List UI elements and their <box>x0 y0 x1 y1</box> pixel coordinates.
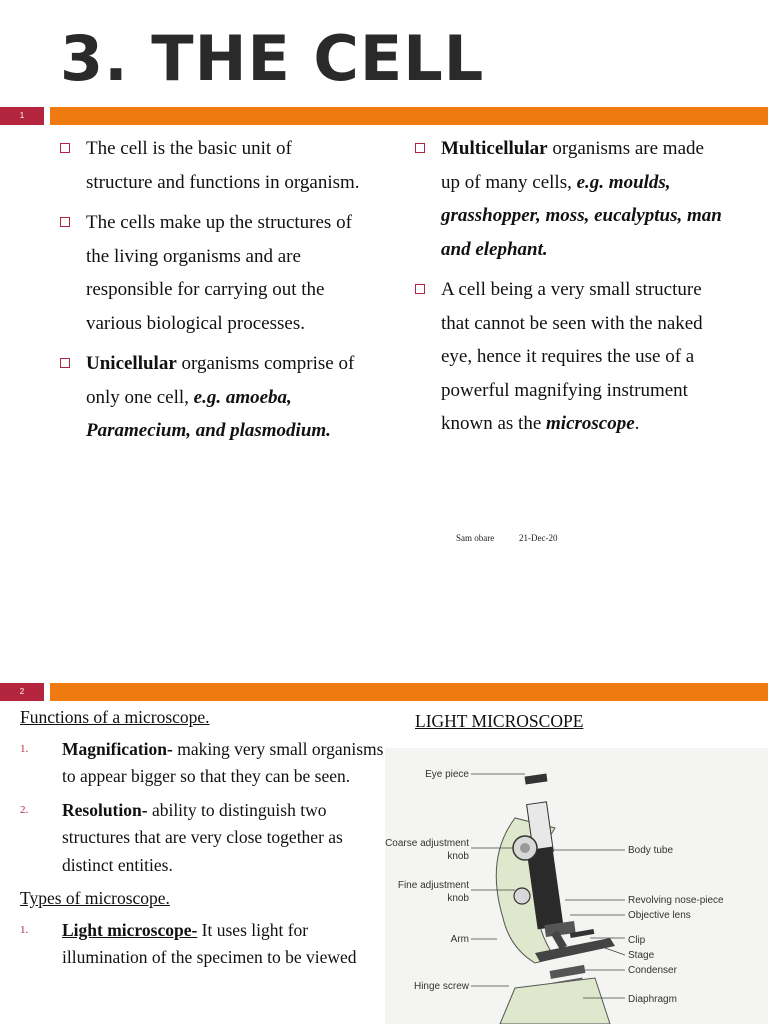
bullet-text: organisms comprise of only one cell, <box>86 353 355 408</box>
footer-author: Sam obare <box>456 533 495 543</box>
bullet-item <box>60 347 360 448</box>
microscope-icon <box>385 748 768 1024</box>
square-bullet-icon <box>60 358 70 368</box>
numbered-item <box>20 917 390 972</box>
orange-stripe <box>50 683 768 701</box>
label-coarse: Coarse adjustment <box>385 838 469 849</box>
label-eye-piece: Eye piece <box>425 769 469 780</box>
label-coarse-knob: knob <box>447 851 469 862</box>
square-bullet-icon <box>60 143 70 153</box>
functions-heading: Functions of a microscope. <box>20 707 210 727</box>
numbered-item <box>20 736 390 791</box>
label-clip: Clip <box>628 935 646 946</box>
left-column <box>60 132 360 455</box>
label-diaphragm: Diaphragm <box>628 994 677 1005</box>
types-heading: Types of microscope. <box>20 888 170 908</box>
bullet-text: A cell being a very small structure that cannot be seen with the naked eye, hence it requires the use of a powerful magnifying instrument known as the <box>441 279 703 434</box>
right-column <box>415 132 725 448</box>
bullet-item <box>60 132 360 199</box>
label-nose: Revolving nose-piece <box>628 895 724 906</box>
slide2-left-column <box>20 704 390 978</box>
bullet-tail: . <box>634 413 640 434</box>
footer-date: 21-Dec-20 <box>519 533 558 543</box>
bullet-item <box>415 132 725 266</box>
bullet-text: The cells make up the structures of the living organisms and are responsible for carrying out the various biological processes. <box>86 212 352 334</box>
diagram-title: LIGHT MICROSCOPE <box>415 711 584 731</box>
label-objective: Objective lens <box>628 910 691 921</box>
numbered-item <box>20 797 390 880</box>
square-bullet-icon <box>60 217 70 227</box>
bullet-example: e.g. amoeba, Paramecium, and plasmodium. <box>86 386 331 441</box>
item-number: 1. <box>20 923 29 936</box>
label-fine: Fine adjustment <box>397 880 469 891</box>
bullet-lead: Unicellular <box>86 353 177 374</box>
slide-header-bar <box>0 683 768 701</box>
label-body-tube: Body tube <box>628 845 674 856</box>
item-lead: Resolution- <box>62 799 148 820</box>
label-condenser: Condenser <box>628 965 677 976</box>
item-text: ability to distinguish two structures that are very close together as distinct entities. <box>62 799 343 875</box>
label-hinge: Hinge screw <box>413 981 469 992</box>
bullet-example: e.g. moulds, grasshopper, moss, eucalyptus, man and elephant. <box>441 171 722 260</box>
bullet-text: The cell is the basic unit of structure and functions in organism. <box>86 138 360 193</box>
microscope-diagram <box>385 748 768 1024</box>
label-arm: Arm <box>450 934 469 945</box>
item-number: 2. <box>20 803 29 816</box>
bullet-text: organisms are made up of many cells, <box>441 138 704 193</box>
bullet-item <box>415 273 725 441</box>
slide-title: 3. THE CELL <box>60 22 485 95</box>
bullet-lead: Multicellular <box>441 138 548 159</box>
item-text: It uses light for illumination of the specimen to be viewed <box>62 919 357 967</box>
item-number: 1. <box>20 742 29 755</box>
square-bullet-icon <box>415 284 425 294</box>
label-fine-knob: knob <box>447 893 469 904</box>
item-text: making very small organisms to appear bigger so that they can be seen. <box>62 738 384 786</box>
slide-number: 1 <box>0 107 44 125</box>
label-stage: Stage <box>628 950 655 961</box>
slide-header-bar <box>0 107 768 125</box>
item-lead: Light microscope- <box>62 919 198 940</box>
item-lead: Magnification- <box>62 738 173 759</box>
slide-number: 2 <box>0 683 44 701</box>
square-bullet-icon <box>415 143 425 153</box>
orange-stripe <box>50 107 768 125</box>
bullet-example: microscope <box>546 413 635 434</box>
bullet-item <box>60 206 360 340</box>
